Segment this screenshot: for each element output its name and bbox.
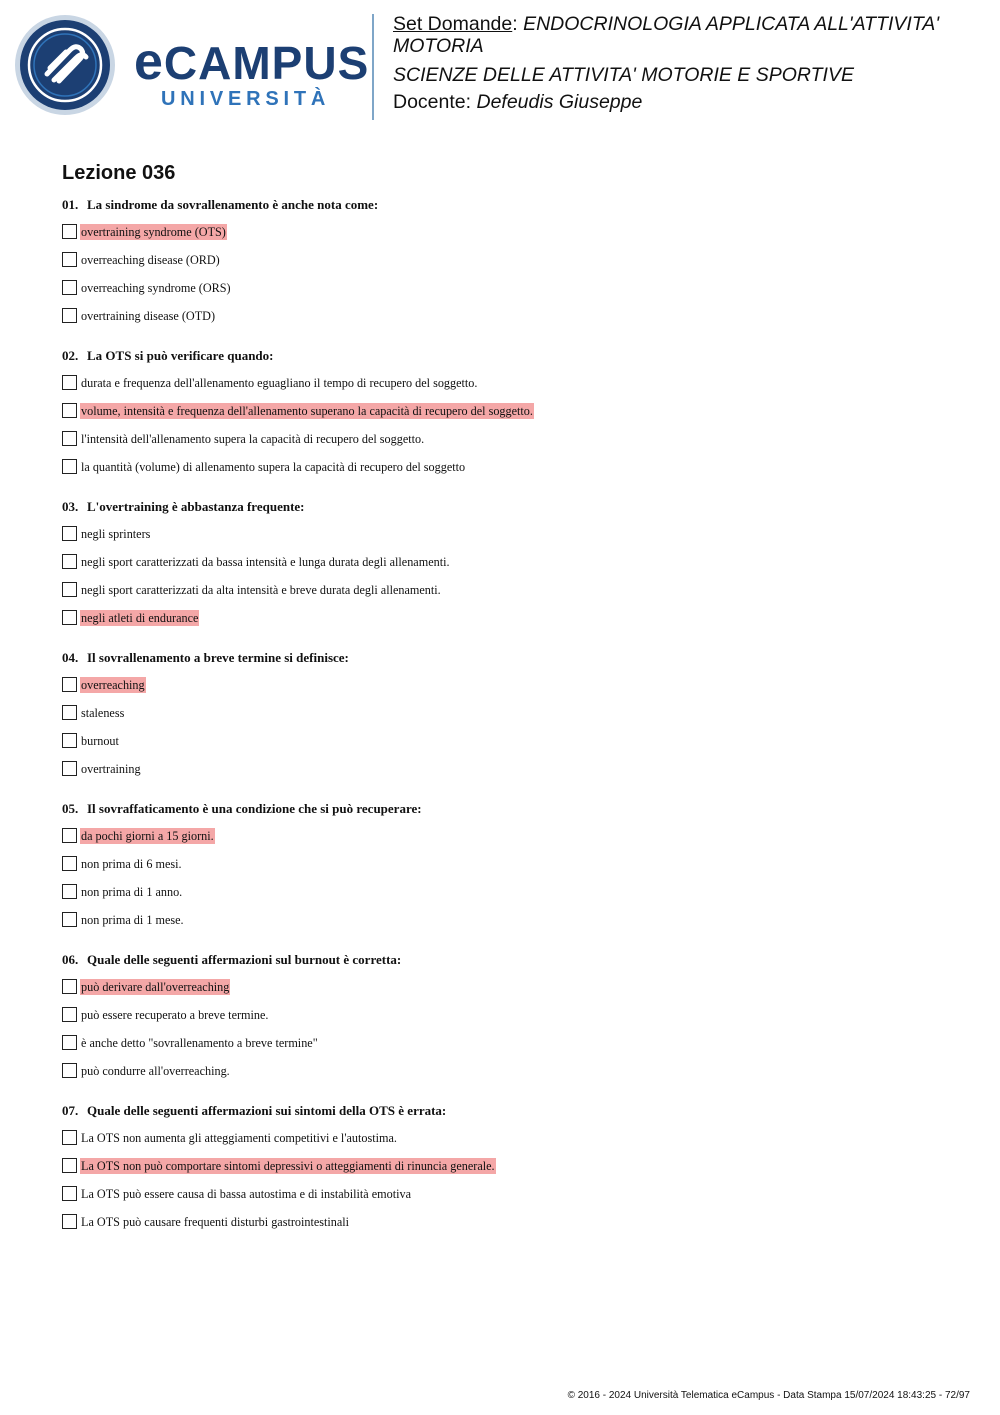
answer-text-highlighted: da pochi giorni a 15 giorni. bbox=[81, 829, 214, 843]
answer-option[interactable] bbox=[62, 677, 962, 705]
answer-checkbox[interactable] bbox=[62, 1214, 77, 1229]
answer-option[interactable] bbox=[62, 1214, 962, 1242]
answer-text: La OTS può essere causa di bassa autostima e di instabilità emotiva bbox=[81, 1187, 411, 1201]
question-text: Il sovrallenamento a breve termine si definisce: bbox=[87, 650, 349, 665]
answer-checkbox[interactable] bbox=[62, 1035, 77, 1050]
answer-option[interactable] bbox=[62, 761, 962, 789]
answer-checkbox[interactable] bbox=[62, 761, 77, 776]
question-number: 03. bbox=[62, 499, 79, 514]
question-2 bbox=[62, 348, 962, 499]
answer-checkbox[interactable] bbox=[62, 912, 77, 927]
answer-text: overtraining disease (OTD) bbox=[81, 309, 216, 323]
answer-checkbox[interactable] bbox=[62, 610, 77, 625]
answer-option[interactable] bbox=[62, 224, 962, 252]
question-number: 07. bbox=[62, 1103, 79, 1118]
question-list bbox=[62, 197, 962, 1254]
question-text: Quale delle seguenti affermazioni sul burnout è corretta: bbox=[87, 952, 402, 967]
answer-text: burnout bbox=[81, 734, 119, 748]
answer-text-highlighted: La OTS non può comportare sintomi depressivi o atteggiamenti di rinuncia generale. bbox=[81, 1159, 495, 1173]
page-header bbox=[0, 0, 1000, 130]
answer-option[interactable] bbox=[62, 308, 962, 336]
answer-text-highlighted: negli atleti di endurance bbox=[81, 611, 199, 625]
answer-text: negli sport caratterizzati da bassa intensità e lunga durata degli allenamenti. bbox=[81, 555, 450, 569]
course-title-continued: MOTORIA bbox=[393, 34, 484, 57]
question-7 bbox=[62, 1103, 962, 1254]
answer-checkbox[interactable] bbox=[62, 554, 77, 569]
question-title bbox=[62, 499, 962, 526]
answer-text: staleness bbox=[81, 706, 125, 720]
question-text: La sindrome da sovrallenamento è anche nota come: bbox=[87, 197, 379, 212]
answer-text: La OTS non aumenta gli atteggiamenti competitivi e l'autostima. bbox=[81, 1131, 397, 1145]
question-number: 01. bbox=[62, 197, 79, 212]
answer-option[interactable] bbox=[62, 884, 962, 912]
answer-text: non prima di 6 mesi. bbox=[81, 857, 182, 871]
answer-checkbox[interactable] bbox=[62, 375, 77, 390]
answer-option[interactable] bbox=[62, 1130, 962, 1158]
answer-option[interactable] bbox=[62, 459, 962, 487]
ecampus-logo bbox=[14, 14, 370, 116]
answer-text: negli sprinters bbox=[81, 527, 151, 541]
degree-name: SCIENZE DELLE ATTIVITA' MOTORIE E SPORTIVE bbox=[393, 64, 854, 86]
page-footer: © 2016 - 2024 Università Telematica eCampus - Data Stampa 15/07/2024 18:43:25 - 72/97 bbox=[567, 1390, 970, 1401]
teacher-line: Docente: Defeudis Giuseppe bbox=[393, 91, 643, 113]
answer-checkbox[interactable] bbox=[62, 280, 77, 295]
question-text: Il sovraffaticamento è una condizione che si può recuperare: bbox=[87, 801, 422, 816]
question-number: 02. bbox=[62, 348, 79, 363]
question-title bbox=[62, 801, 962, 828]
set-domande-line: Set Domande: ENDOCRINOLOGIA APPLICATA ALL'ATTIVITA' bbox=[393, 13, 940, 35]
answer-option[interactable] bbox=[62, 610, 962, 638]
answer-checkbox[interactable] bbox=[62, 1007, 77, 1022]
answer-checkbox[interactable] bbox=[62, 308, 77, 323]
answer-option[interactable] bbox=[62, 1063, 962, 1091]
question-4 bbox=[62, 650, 962, 801]
answer-option[interactable] bbox=[62, 526, 962, 554]
question-number: 05. bbox=[62, 801, 79, 816]
answer-text-highlighted: può derivare dall'overreaching bbox=[81, 980, 230, 994]
answer-checkbox[interactable] bbox=[62, 884, 77, 899]
question-3 bbox=[62, 499, 962, 650]
answer-option[interactable] bbox=[62, 582, 962, 610]
answer-checkbox[interactable] bbox=[62, 403, 77, 418]
answer-checkbox[interactable] bbox=[62, 431, 77, 446]
answer-text: la quantità (volume) di allenamento supera la capacità di recupero del soggetto bbox=[81, 460, 466, 474]
answer-text: non prima di 1 anno. bbox=[81, 885, 183, 899]
question-text: L'overtraining è abbastanza frequente: bbox=[87, 499, 305, 514]
answer-option[interactable] bbox=[62, 403, 962, 431]
answer-option[interactable] bbox=[62, 912, 962, 940]
question-title bbox=[62, 952, 962, 979]
answer-checkbox[interactable] bbox=[62, 582, 77, 597]
answer-option[interactable] bbox=[62, 280, 962, 308]
answer-checkbox[interactable] bbox=[62, 677, 77, 692]
question-text: Quale delle seguenti affermazioni sui sintomi della OTS è errata: bbox=[87, 1103, 447, 1118]
answer-text: overreaching syndrome (ORS) bbox=[81, 281, 231, 295]
answer-checkbox[interactable] bbox=[62, 828, 77, 843]
question-title bbox=[62, 1103, 962, 1130]
answer-checkbox[interactable] bbox=[62, 459, 77, 474]
answer-checkbox[interactable] bbox=[62, 224, 77, 239]
answer-checkbox[interactable] bbox=[62, 733, 77, 748]
answer-checkbox[interactable] bbox=[62, 1130, 77, 1145]
answer-checkbox[interactable] bbox=[62, 856, 77, 871]
answer-option[interactable] bbox=[62, 1007, 962, 1035]
header-divider bbox=[372, 14, 374, 120]
question-1 bbox=[62, 197, 962, 348]
question-title bbox=[62, 650, 962, 677]
header-info bbox=[393, 14, 983, 116]
answer-text: non prima di 1 mese. bbox=[81, 913, 184, 927]
answer-checkbox[interactable] bbox=[62, 979, 77, 994]
ecampus-emblem-icon bbox=[14, 14, 116, 116]
answer-option[interactable] bbox=[62, 705, 962, 733]
answer-option[interactable] bbox=[62, 375, 962, 403]
lesson-title: Lezione 036 bbox=[62, 162, 176, 184]
answer-text: overreaching disease (ORD) bbox=[81, 253, 220, 267]
answer-text: durata e frequenza dell'allenamento eguagliano il tempo di recupero del soggetto. bbox=[81, 376, 478, 390]
answer-option[interactable] bbox=[62, 1035, 962, 1063]
question-text: La OTS si può verificare quando: bbox=[87, 348, 274, 363]
question-number: 04. bbox=[62, 650, 79, 665]
question-number: 06. bbox=[62, 952, 79, 967]
answer-option[interactable] bbox=[62, 979, 962, 1007]
answer-option[interactable] bbox=[62, 554, 962, 582]
answer-text: overtraining bbox=[81, 762, 141, 776]
logo-wordmark: eCAMPUS bbox=[134, 33, 370, 91]
answer-checkbox[interactable] bbox=[62, 1063, 77, 1078]
answer-checkbox[interactable] bbox=[62, 705, 77, 720]
logo-subtitle: UNIVERSITÀ bbox=[161, 88, 331, 110]
question-title bbox=[62, 197, 962, 224]
answer-text: l'intensità dell'allenamento supera la capacità di recupero del soggetto. bbox=[81, 432, 425, 446]
answer-option[interactable] bbox=[62, 252, 962, 280]
answer-text: può condurre all'overreaching. bbox=[81, 1064, 230, 1078]
answer-checkbox[interactable] bbox=[62, 252, 77, 267]
answer-text-highlighted: overtraining syndrome (OTS) bbox=[81, 225, 226, 239]
answer-option[interactable] bbox=[62, 856, 962, 884]
question-5 bbox=[62, 801, 962, 952]
answer-text: è anche detto "sovrallenamento a breve termine" bbox=[81, 1036, 318, 1050]
question-title bbox=[62, 348, 962, 375]
answer-text-highlighted: volume, intensità e frequenza dell'allenamento superano la capacità di recupero del soggetto. bbox=[81, 404, 533, 418]
answer-checkbox[interactable] bbox=[62, 1158, 77, 1173]
answer-text-highlighted: overreaching bbox=[81, 678, 145, 692]
question-6 bbox=[62, 952, 962, 1103]
answer-option[interactable] bbox=[62, 431, 962, 459]
answer-text: può essere recuperato a breve termine. bbox=[81, 1008, 269, 1022]
answer-option[interactable] bbox=[62, 1186, 962, 1214]
answer-checkbox[interactable] bbox=[62, 1186, 77, 1201]
answer-option[interactable] bbox=[62, 828, 962, 856]
answer-checkbox[interactable] bbox=[62, 526, 77, 541]
answer-option[interactable] bbox=[62, 1158, 962, 1186]
answer-text: La OTS può causare frequenti disturbi gastrointestinali bbox=[81, 1215, 350, 1229]
answer-option[interactable] bbox=[62, 733, 962, 761]
answer-text: negli sport caratterizzati da alta intensità e breve durata degli allenamenti. bbox=[81, 583, 441, 597]
